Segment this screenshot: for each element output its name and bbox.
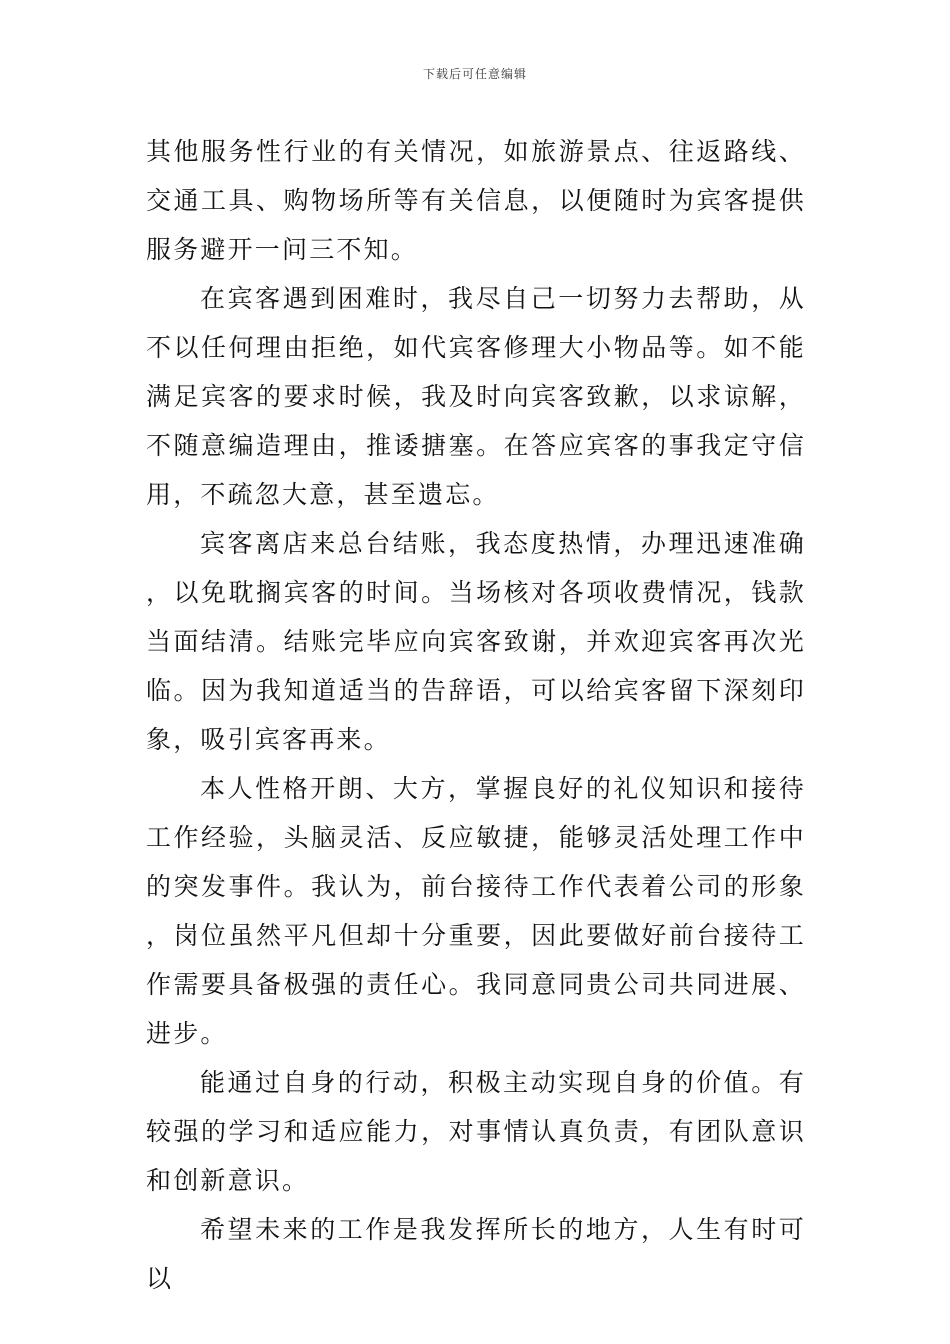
- paragraph-5: 能通过自身的行动，积极主动实现自身的价值。有较强的学习和适应能力，对事情认真负责，有团队意识和创新意识。: [146, 1068, 806, 1195]
- paragraph-2: 在宾客遇到困难时，我尽自己一切努力去帮助，从不以任何理由拒绝，如代宾客修理大小物品等。如不能满足宾客的要求时候，我及时向宾客致歉，以求谅解，不随意编造理由，推诿搪塞。在答应宾客的事我定守信用，不疏忽大意，甚至遗忘。: [146, 284, 806, 509]
- paragraph-6: 希望未来的工作是我发挥所长的地方，人生有时可以: [146, 1215, 806, 1293]
- paragraph-1: 其他服务性行业的有关情况，如旅游景点、往返路线、交通工具、购物场所等有关信息，以便随时为宾客提供服务避开一问三不知。: [146, 137, 806, 264]
- paragraph-3: 宾客离店来总台结账，我态度热情，办理迅速准确，以免耽搁宾客的时间。当场核对各项收费情况，钱款当面结清。结账完毕应向宾客致谢，并欢迎宾客再次光临。因为我知道适当的告辞语，可以给宾客留下深刻印象，吸引宾客再来。: [146, 529, 806, 754]
- document-body: [146, 127, 806, 1303]
- paragraph-4: 本人性格开朗、大方，掌握良好的礼仪知识和接待工作经验，头脑灵活、反应敏捷，能够灵活处理工作中的突发事件。我认为，前台接待工作代表着公司的形象，岗位虽然平凡但却十分重要，因此要做好前台接待工作需要具备极强的责任心。我同意同贵公司共同进展、进步。: [146, 774, 806, 1048]
- page-header: 下载后可任意编辑: [422, 67, 527, 81]
